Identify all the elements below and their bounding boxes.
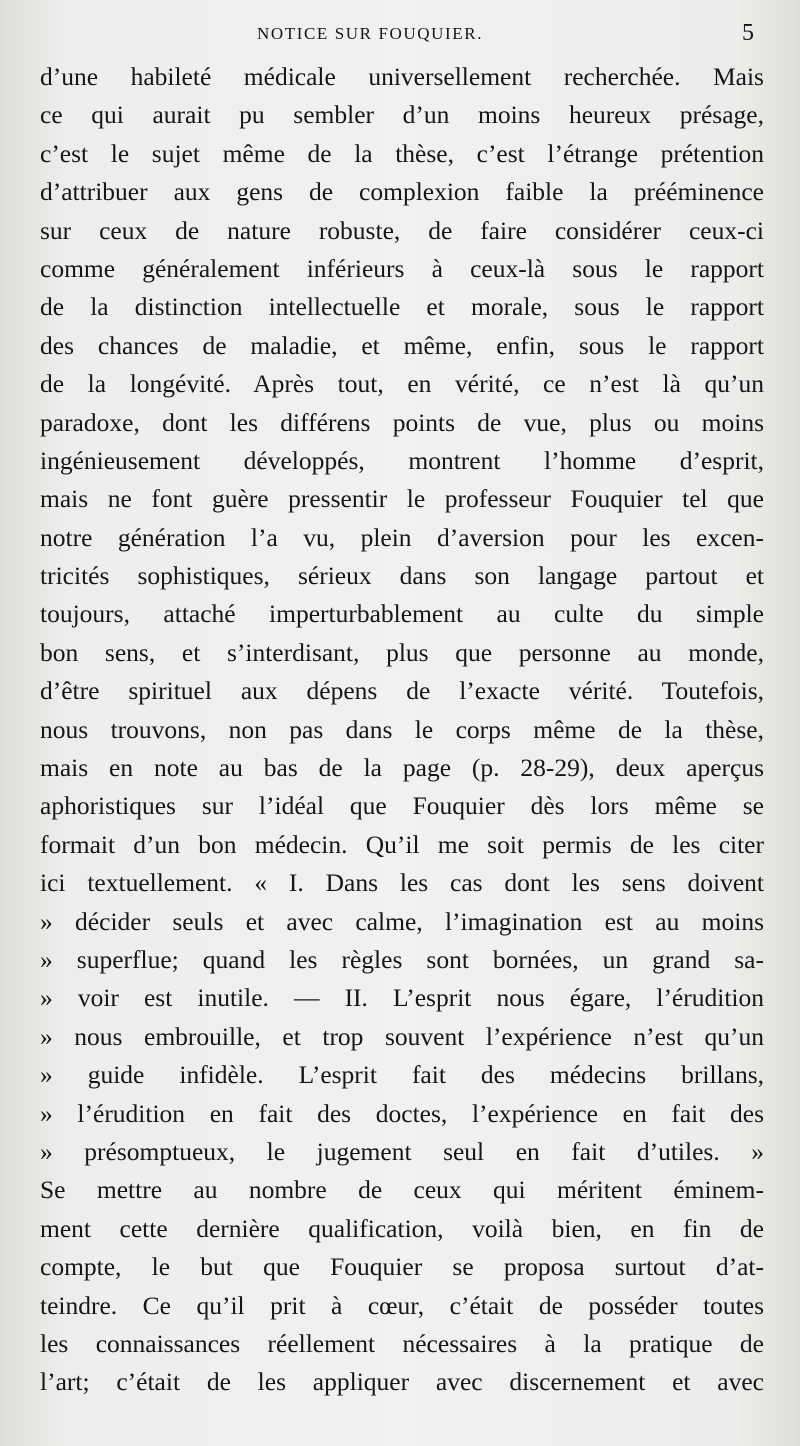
text-line: ce qui aurait pu sembler d’un moins heureux présage, <box>40 100 764 130</box>
text-line: de la longévité. Après tout, en vérité, ce n’est là qu’un <box>40 369 764 399</box>
text-line: » voir est inutile. — II. L’esprit nous égare, l’érudition <box>40 983 764 1013</box>
text-line: mais ne font guère pressentir le professeur Fouquier tel que <box>40 484 764 514</box>
text-line: » présomptueux, le jugement seul en fait d’utiles. » <box>40 1136 764 1166</box>
text-line: tricités sophistiques, sérieux dans son langage partout et <box>40 561 764 591</box>
text-line: ici textuellement. « I. Dans les cas dont les sens doivent <box>40 868 764 898</box>
text-line: comme généralement inférieurs à ceux-là sous le rapport <box>40 253 764 283</box>
text-line: de la distinction intellectuelle et morale, sous le rapport <box>40 292 764 322</box>
text-line: teindre. Ce qu’il prit à cœur, c’était de posséder toutes <box>40 1290 764 1320</box>
text-line: toujours, attaché imperturbablement au culte du simple <box>40 599 764 629</box>
text-line: ment cette dernière qualification, voilà bien, en fin de <box>40 1213 764 1243</box>
text-line: d’une habileté médicale universellement recherchée. Mais <box>40 62 764 91</box>
text-line: Se mettre au nombre de ceux qui méritent éminem- <box>40 1175 764 1205</box>
text-line: » nous embrouille, et trop souvent l’expérience n’est qu’un <box>40 1021 764 1051</box>
running-head <box>40 22 760 48</box>
page-number: 5 <box>742 20 754 46</box>
text-line: des chances de maladie, et même, enfin, sous le rapport <box>40 330 764 360</box>
text-line: l’art; c’était de les appliquer avec discernement et avec <box>40 1367 764 1397</box>
text-line: sur ceux de nature robuste, de faire considérer ceux-ci <box>40 215 764 245</box>
text-line: c’est le sujet même de la thèse, c’est l’étrange prétention <box>40 138 764 168</box>
text-line: d’attribuer aux gens de complexion faible la prééminence <box>40 177 764 207</box>
text-line: » décider seuls et avec calme, l’imagination est au moins <box>40 906 764 936</box>
text-line: » l’érudition en fait des doctes, l’expérience en fait des <box>40 1098 764 1128</box>
text-line: nous trouvons, non pas dans le corps même de la thèse, <box>40 714 764 744</box>
running-title: NOTICE SUR FOUQUIER. <box>256 24 484 43</box>
text-line: les connaissances réellement nécessaires à la pratique de <box>40 1328 764 1358</box>
text-line: mais en note au bas de la page (p. 28-29), deux aperçus <box>40 753 764 783</box>
text-line: notre génération l’a vu, plein d’aversion pour les excen- <box>40 522 764 552</box>
text-line: bon sens, et s’interdisant, plus que personne au monde, <box>40 637 764 667</box>
body-text <box>40 58 764 1402</box>
text-line: aphoristiques sur l’idéal que Fouquier dès lors même se <box>40 791 764 821</box>
text-line: compte, le but que Fouquier se proposa surtout d’at- <box>40 1252 764 1282</box>
text-line: » superflue; quand les règles sont bornées, un grand sa- <box>40 944 764 974</box>
text-line: d’être spirituel aux dépens de l’exacte vérité. Toutefois, <box>40 676 764 706</box>
text-line: formait d’un bon médecin. Qu’il me soit permis de les citer <box>40 829 764 859</box>
text-line: paradoxe, dont les différens points de vue, plus ou moins <box>40 407 764 437</box>
text-line: ingénieusement développés, montrent l’homme d’esprit, <box>40 445 764 475</box>
text-line: » guide infidèle. L’esprit fait des médecins brillans, <box>40 1060 764 1090</box>
